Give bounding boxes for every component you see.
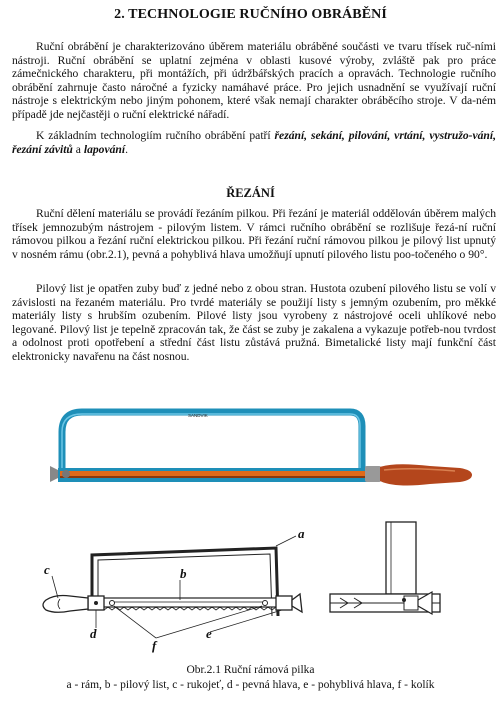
intro-paragraph-1: Ruční obrábění je charakterizováno úběrem materiálu obráběné součásti ve tvaru třísek ruč-ními nástroji. Ruční obrábění se uplatní zejména v oblasti kusové výroby, zvláště pak pro práce zámečnického charakteru, při montážích, při údržbářských pracích a opravách. Technologie ručního obrábění zahrnuje často náročné a fyzicky namáhavé práce. Pro jejich usnadnění se využívají ruční nástroje s elektrickým nebo jiným pohonem, které však nemají charakter obráběcího stroje. V da-ném případě jde nejčastěji o ruční elektrické nářadí. <box>12 40 496 121</box>
wooden-handle <box>380 464 472 485</box>
detail-clamp <box>386 522 416 594</box>
section-paragraph-2: Pilový list je opatřen zuby buď z jedné nebo z obou stran. Hustota ozubení pilového listu se volí v závislosti na řezaném materiálu. Pro tvrdé materiály se použijí listy s jemným ozubením, pro měkké materiály listy s hrubším ozubením. Pilové listy jsou vyrobeny z nástrojové oceli uhlíkové nebo legované. Pilový list je tepelně zpracován tak, že část se zuby je zakalena a vykazuje potřeb-nou tvrdost a odolnost proti opotřebení a střední část listu zůstává pružná. Bimetalické listy mají funkční část elektronicky navařenu na část nosnou. <box>12 282 496 363</box>
section-paragraph-1: Ruční dělení materiálu se provádí řezáním pilkou. Při řezání je materiál oddělován úběrem malých třísek jemnozubým nástrojem - pilovým listem. V rámci ručního obrábění se rozlišuje řezá-ní ruční rámovou pilkou a řezání ruční elektrickou pilkou. Při řezání ruční rámovou pilkou je pilový list upnutý v nosném rámu (obr.2.1), pevná a pohyblivá hlava umožňují upnutí pilového listu poo-točeného o 90°. <box>12 207 496 261</box>
saw-brand-text: SANDVIK <box>188 413 208 418</box>
hacksaw-drawing <box>0 520 501 660</box>
label-e: e <box>206 626 212 641</box>
handle-c <box>43 596 88 613</box>
label-f: f <box>152 638 157 653</box>
label-a: a <box>298 526 305 541</box>
figure-caption-title: Obr.2.1 Ruční rámová pilka <box>186 664 315 676</box>
moving-head-e <box>276 596 292 610</box>
intro-p2-last: lapování <box>83 142 126 156</box>
pin-f-left <box>110 601 115 606</box>
intro-paragraph-2 <box>12 129 496 156</box>
label-c: c <box>44 562 50 577</box>
intro-p2-terms: řezání, sekání, pilování, vrtání, vystružo-vání, řezání závitů <box>12 129 497 156</box>
hacksaw-photo <box>0 370 501 520</box>
label-b: b <box>180 566 187 581</box>
intro-p2-and: a <box>72 142 84 156</box>
figure-caption-legend: a - rám, b - pilový list, c - rukojeť, d - pevná hlava, e - pohyblivá hlava, f - kolík <box>66 679 435 691</box>
pin-f-right <box>263 601 268 606</box>
chapter-heading: 2. TECHNOLOGIE RUČNÍHO OBRÁBĚNÍ <box>114 7 387 22</box>
intro-p2-end: . <box>125 142 128 156</box>
intro-p2-start: K základním technologiím ručního obrábění patří <box>36 129 275 142</box>
blade-b <box>98 598 280 607</box>
section-title: ŘEZÁNÍ <box>226 186 275 200</box>
label-d: d <box>90 626 97 641</box>
